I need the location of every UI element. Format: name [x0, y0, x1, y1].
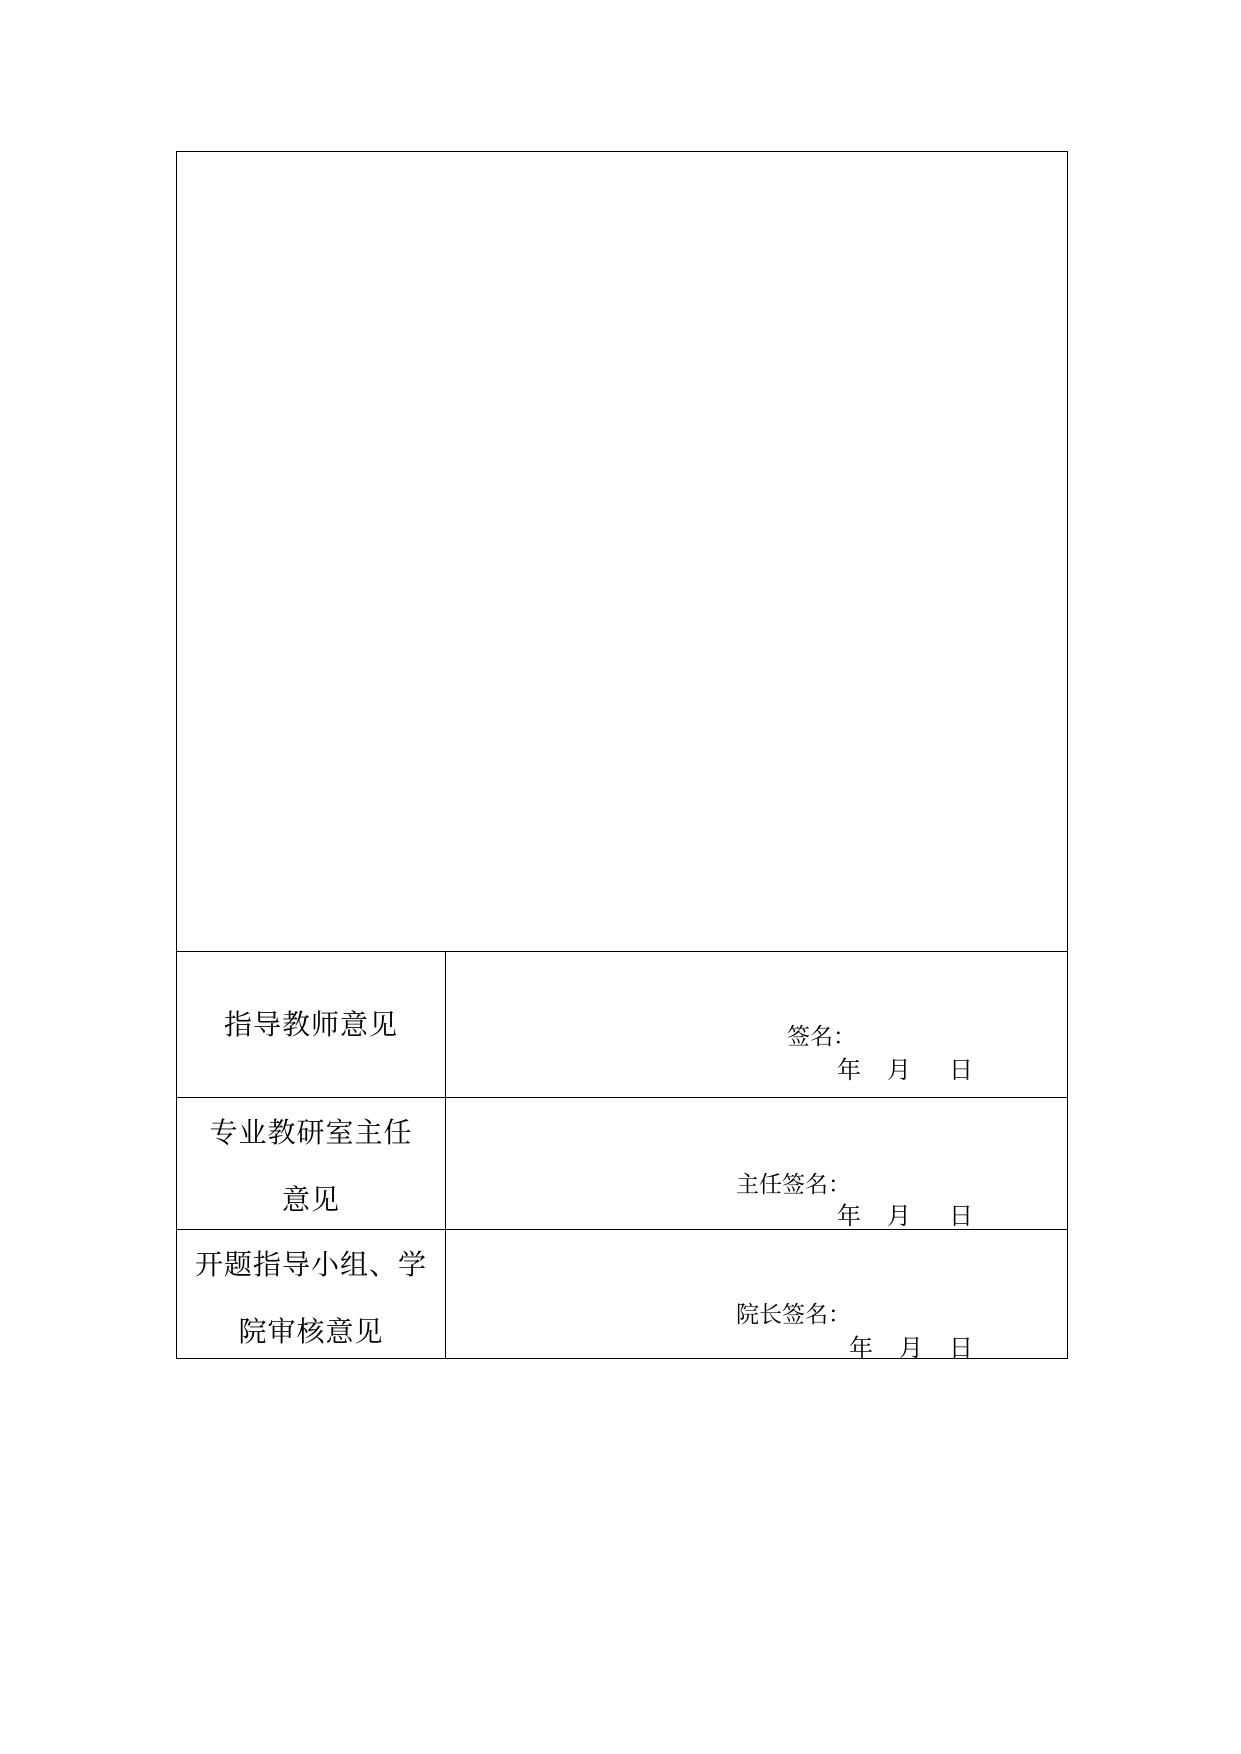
dean-month-label: 月	[899, 1334, 923, 1362]
advisor-opinion-label: 指导教师意见	[223, 1008, 398, 1041]
advisor-day-label: 日	[949, 1056, 973, 1084]
dean-year-label: 年	[849, 1334, 873, 1362]
director-year-label: 年	[837, 1202, 861, 1230]
content-area-blank[interactable]	[177, 152, 1067, 952]
advisor-opinion-row	[177, 951, 1067, 1098]
advisor-signature-label: 签名：	[787, 1024, 856, 1050]
advisor-year-label: 年	[837, 1056, 861, 1084]
dean-day-label: 日	[949, 1334, 973, 1362]
opinion-form-table	[176, 151, 1068, 1362]
dean-review-content-cell[interactable]	[446, 1230, 1067, 1362]
dean-date-line	[446, 1328, 1067, 1362]
advisor-opinion-label-cell	[177, 951, 446, 1097]
director-opinion-row	[177, 1098, 1067, 1230]
advisor-date-line	[446, 1050, 1067, 1084]
director-day-label: 日	[949, 1202, 973, 1230]
advisor-opinion-content-cell[interactable]	[446, 951, 1067, 1097]
advisor-month-label: 月	[887, 1056, 911, 1084]
director-opinion-label-cell	[177, 1098, 446, 1229]
dean-review-row	[177, 1230, 1067, 1362]
dean-review-label-line1: 开题指导小组、学	[194, 1248, 427, 1281]
director-opinion-label-line2: 意见	[281, 1183, 340, 1216]
director-month-label: 月	[887, 1202, 911, 1230]
director-date-line	[446, 1196, 1067, 1230]
director-signature-label: 主任签名：	[736, 1172, 851, 1198]
dean-review-label-line2: 院审核意见	[238, 1315, 384, 1348]
director-opinion-content-cell[interactable]	[446, 1098, 1067, 1229]
dean-signature-label: 院长签名：	[736, 1302, 851, 1328]
dean-review-label-cell	[177, 1230, 446, 1359]
director-opinion-label-line1: 专业教研室主任	[209, 1116, 413, 1149]
